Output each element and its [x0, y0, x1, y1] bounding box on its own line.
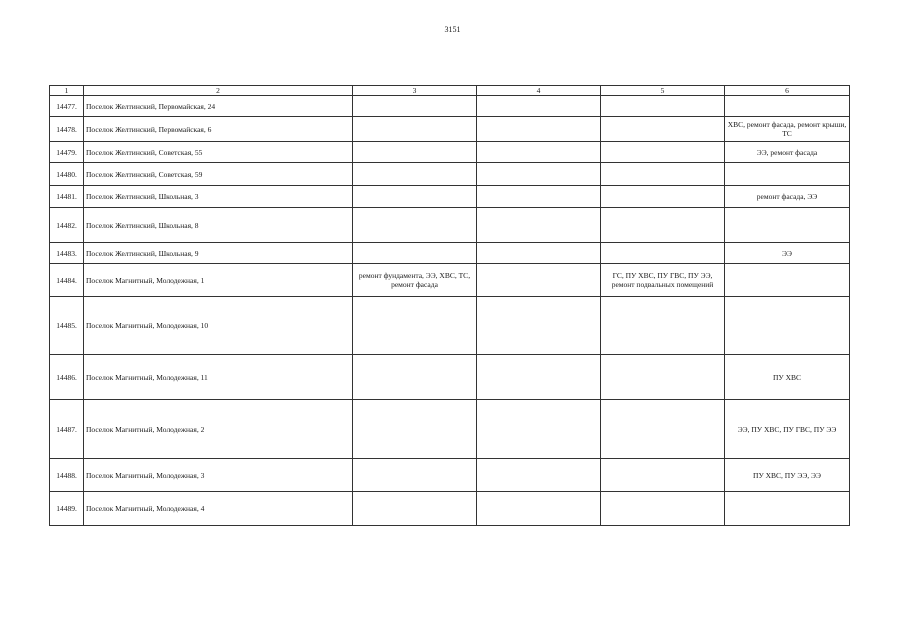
row-col6: ПУ ХВС, ПУ ЭЭ, ЭЭ: [725, 459, 850, 492]
row-number: 14489.: [50, 492, 84, 526]
row-number: 14483.: [50, 243, 84, 264]
table-row: [50, 96, 850, 117]
row-col4: [477, 264, 601, 297]
row-col3: [353, 186, 477, 208]
column-header: 4: [477, 86, 601, 96]
row-col3: [353, 355, 477, 400]
row-col6: [725, 96, 850, 117]
row-col5: [601, 117, 725, 142]
row-col4: [477, 400, 601, 459]
table-row: [50, 492, 850, 526]
row-number: 14487.: [50, 400, 84, 459]
row-col3: [353, 142, 477, 163]
row-address: Поселок Магнитный, Молодежная, 10: [84, 297, 353, 355]
row-address: Поселок Магнитный, Молодежная, 1: [84, 264, 353, 297]
page-number: 3151: [444, 25, 461, 34]
row-col4: [477, 243, 601, 264]
table-header-row: [50, 86, 850, 96]
table-row: [50, 208, 850, 243]
row-col5: [601, 243, 725, 264]
row-col5: [601, 297, 725, 355]
row-col3: [353, 208, 477, 243]
row-col6: [725, 297, 850, 355]
row-col5: [601, 459, 725, 492]
row-number: 14481.: [50, 186, 84, 208]
row-col6: ЭЭ, ПУ ХВС, ПУ ГВС, ПУ ЭЭ: [725, 400, 850, 459]
table-row: [50, 297, 850, 355]
row-col6: ЭЭ: [725, 243, 850, 264]
row-col4: [477, 163, 601, 186]
row-address: Поселок Желтинский, Школьная, 8: [84, 208, 353, 243]
row-col3: [353, 163, 477, 186]
row-col6: [725, 492, 850, 526]
row-col5: [601, 186, 725, 208]
table-row: [50, 117, 850, 142]
row-col6: ремонт фасада, ЭЭ: [725, 186, 850, 208]
row-address: Поселок Магнитный, Молодежная, 11: [84, 355, 353, 400]
works-table: [49, 85, 850, 526]
column-header: 6: [725, 86, 850, 96]
row-address: Поселок Магнитный, Молодежная, 2: [84, 400, 353, 459]
row-col4: [477, 492, 601, 526]
row-col6: [725, 264, 850, 297]
row-col6: ЭЭ, ремонт фасада: [725, 142, 850, 163]
row-address: Поселок Желтинский, Советская, 55: [84, 142, 353, 163]
row-number: 14478.: [50, 117, 84, 142]
row-number: 14486.: [50, 355, 84, 400]
row-number: 14480.: [50, 163, 84, 186]
row-col4: [477, 96, 601, 117]
row-number: 14482.: [50, 208, 84, 243]
row-col4: [477, 459, 601, 492]
table-row: [50, 163, 850, 186]
table-row: [50, 264, 850, 297]
column-header: 1: [50, 86, 84, 96]
row-col6: ПУ ХВС: [725, 355, 850, 400]
row-col3: [353, 459, 477, 492]
table-row: [50, 400, 850, 459]
table-row: [50, 186, 850, 208]
row-address: Поселок Магнитный, Молодежная, 3: [84, 459, 353, 492]
row-col5: [601, 208, 725, 243]
row-col3: [353, 96, 477, 117]
row-address: Поселок Желтинский, Школьная, 3: [84, 186, 353, 208]
column-header: 5: [601, 86, 725, 96]
table-row: [50, 355, 850, 400]
row-col4: [477, 142, 601, 163]
row-col6: ХВС, ремонт фасада, ремонт крыши, ТС: [725, 117, 850, 142]
row-col3: [353, 117, 477, 142]
row-address: Поселок Желтинский, Школьная, 9: [84, 243, 353, 264]
row-address: Поселок Желтинский, Советская, 59: [84, 163, 353, 186]
row-col3: [353, 400, 477, 459]
row-col6: [725, 208, 850, 243]
row-col5: [601, 163, 725, 186]
row-col5: [601, 142, 725, 163]
column-header: 2: [84, 86, 353, 96]
row-address: Поселок Магнитный, Молодежная, 4: [84, 492, 353, 526]
row-number: 14488.: [50, 459, 84, 492]
row-col5: ГС, ПУ ХВС, ПУ ГВС, ПУ ЭЭ, ремонт подвальных помещений: [601, 264, 725, 297]
row-col4: [477, 117, 601, 142]
row-col5: [601, 355, 725, 400]
row-col6: [725, 163, 850, 186]
row-col4: [477, 355, 601, 400]
row-col3: [353, 243, 477, 264]
column-header: 3: [353, 86, 477, 96]
table-row: [50, 459, 850, 492]
row-col5: [601, 96, 725, 117]
row-number: 14484.: [50, 264, 84, 297]
row-address: Поселок Желтинский, Первомайская, 24: [84, 96, 353, 117]
row-col3: [353, 492, 477, 526]
row-col5: [601, 400, 725, 459]
table-row: [50, 243, 850, 264]
row-number: 14477.: [50, 96, 84, 117]
row-number: 14485.: [50, 297, 84, 355]
row-col5: [601, 492, 725, 526]
row-col4: [477, 297, 601, 355]
row-col4: [477, 186, 601, 208]
table-row: [50, 142, 850, 163]
row-col3: ремонт фундамента, ЭЭ, ХВС, ТС, ремонт фасада: [353, 264, 477, 297]
row-col4: [477, 208, 601, 243]
row-col3: [353, 297, 477, 355]
row-number: 14479.: [50, 142, 84, 163]
row-address: Поселок Желтинский, Первомайская, 6: [84, 117, 353, 142]
